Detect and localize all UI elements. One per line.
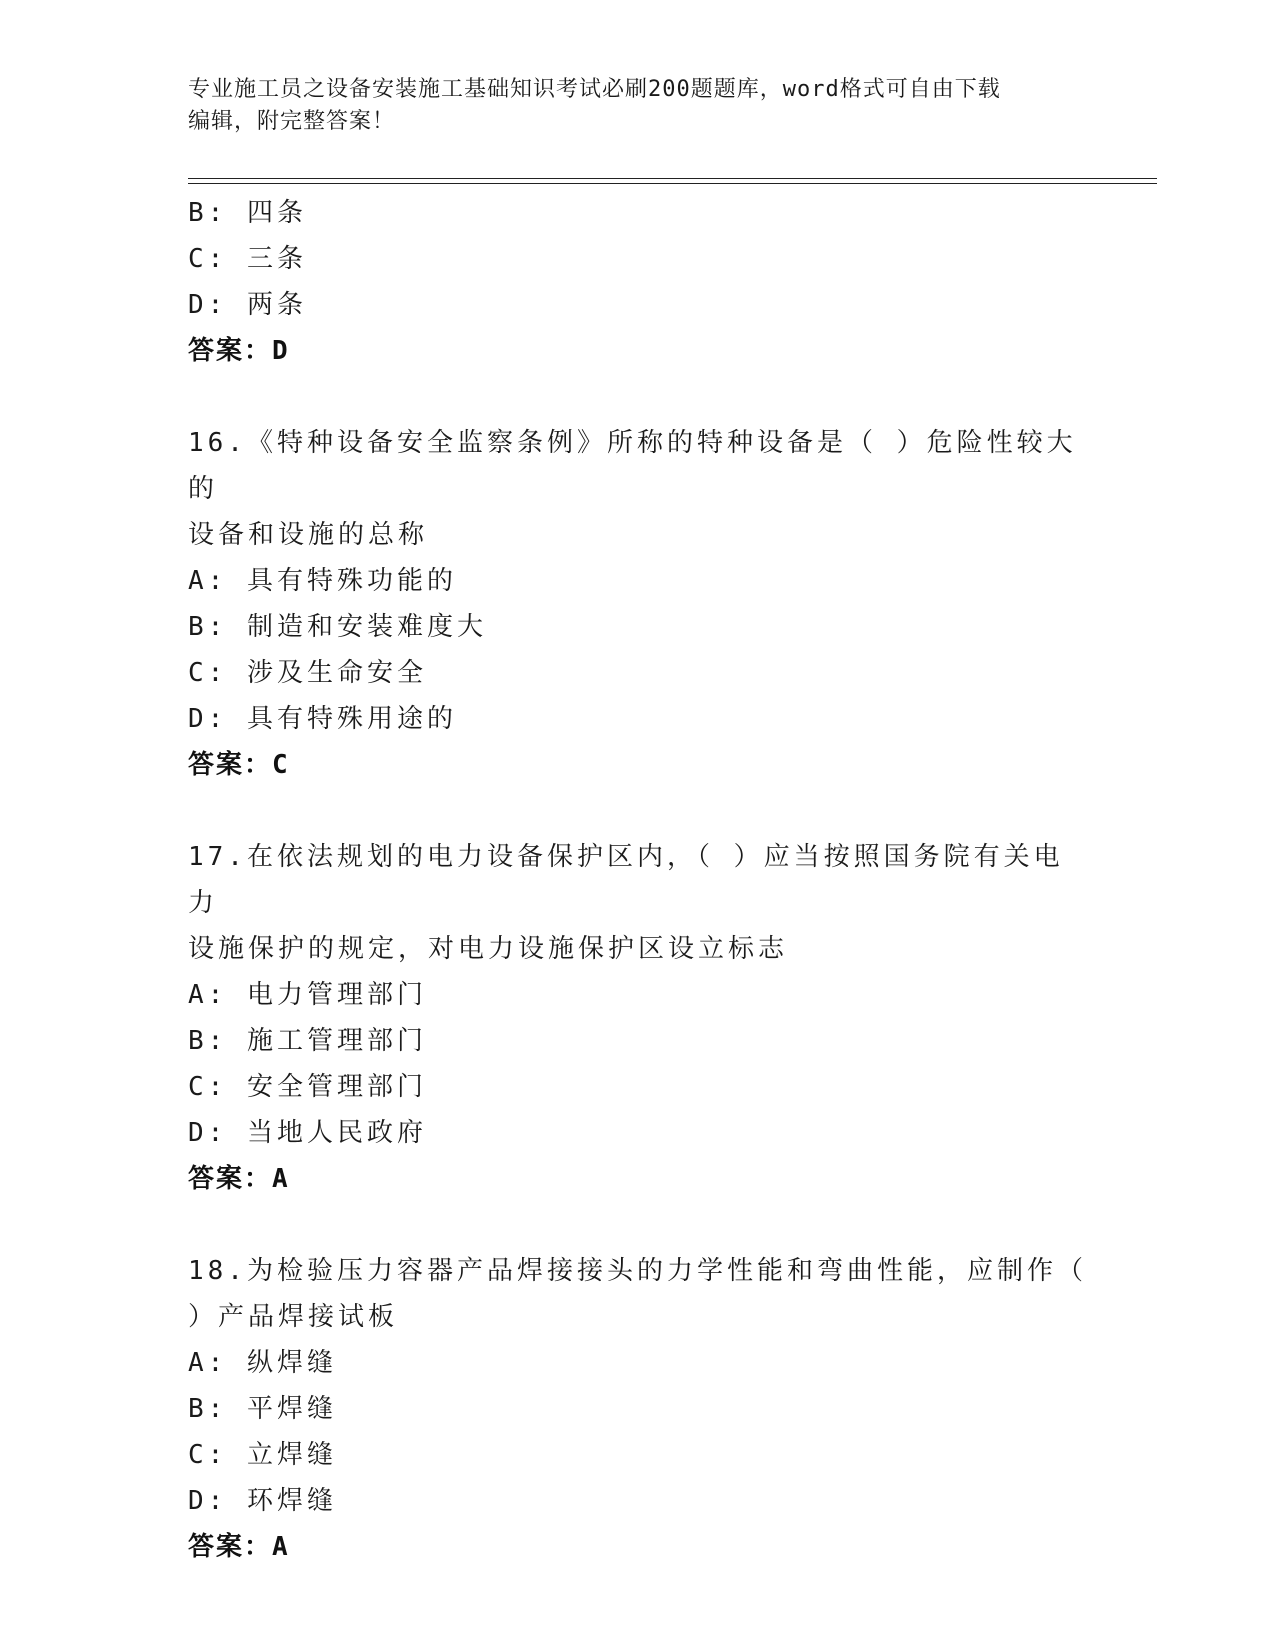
option-d: D: 当地人民政府 [188,1118,427,1148]
question-17 [188,834,1088,1202]
option-a: A: 具有特殊功能的 [188,566,457,596]
question-stem-line-2: 设施保护的规定，对电力设施保护区设立标志 [188,934,789,964]
answer-label: 答案：A [188,1532,290,1562]
header-title-line-2: 编辑，附完整答案！ [188,109,396,134]
question-16 [188,420,1088,788]
spacer [188,1202,1088,1248]
option-d: D: 环焊缝 [188,1486,337,1516]
document-header [188,74,1088,138]
question-stem-line-2: ）产品焊接试板 [188,1302,399,1332]
option-c: C: 立焊缝 [188,1440,337,1470]
option-c: C: 涉及生命安全 [188,658,427,688]
option-c: C: 三条 [188,244,307,274]
question-stem-line-1: 18.为检验压力容器产品焊接接头的力学性能和弯曲性能，应制作（ [188,1256,1087,1286]
answer-label: 答案：A [188,1164,290,1194]
option-d: D: 具有特殊用途的 [188,704,457,734]
option-b: B: 施工管理部门 [188,1026,427,1056]
spacer [188,788,1088,834]
option-b: B: 四条 [188,198,307,228]
answer-label: 答案：D [188,336,290,366]
option-a: A: 电力管理部门 [188,980,427,1010]
question-content [188,190,1088,1570]
option-c: C: 安全管理部门 [188,1072,427,1102]
option-b: B: 平焊缝 [188,1394,337,1424]
question-18 [188,1248,1088,1570]
option-b: B: 制造和安装难度大 [188,612,487,642]
header-title-line-1: 专业施工员之设备安装施工基础知识考试必刷200题题库，word格式可自由下载 [188,77,1001,102]
header-divider-top [188,178,1157,179]
question-stem-line-1: 17.在依法规划的电力设备保护区内，（ ）应当按照国务院有关电力 [188,842,1064,918]
question-stem-line-1: 16.《特种设备安全监察条例》所称的特种设备是（ ）危险性较大的 [188,428,1077,504]
question-15-continuation [188,190,1088,374]
option-a: A: 纵焊缝 [188,1348,337,1378]
answer-label: 答案：C [188,750,290,780]
option-d: D: 两条 [188,290,307,320]
header-divider-bottom [188,183,1157,184]
spacer [188,374,1088,420]
question-stem-line-2: 设备和设施的总称 [188,520,429,550]
